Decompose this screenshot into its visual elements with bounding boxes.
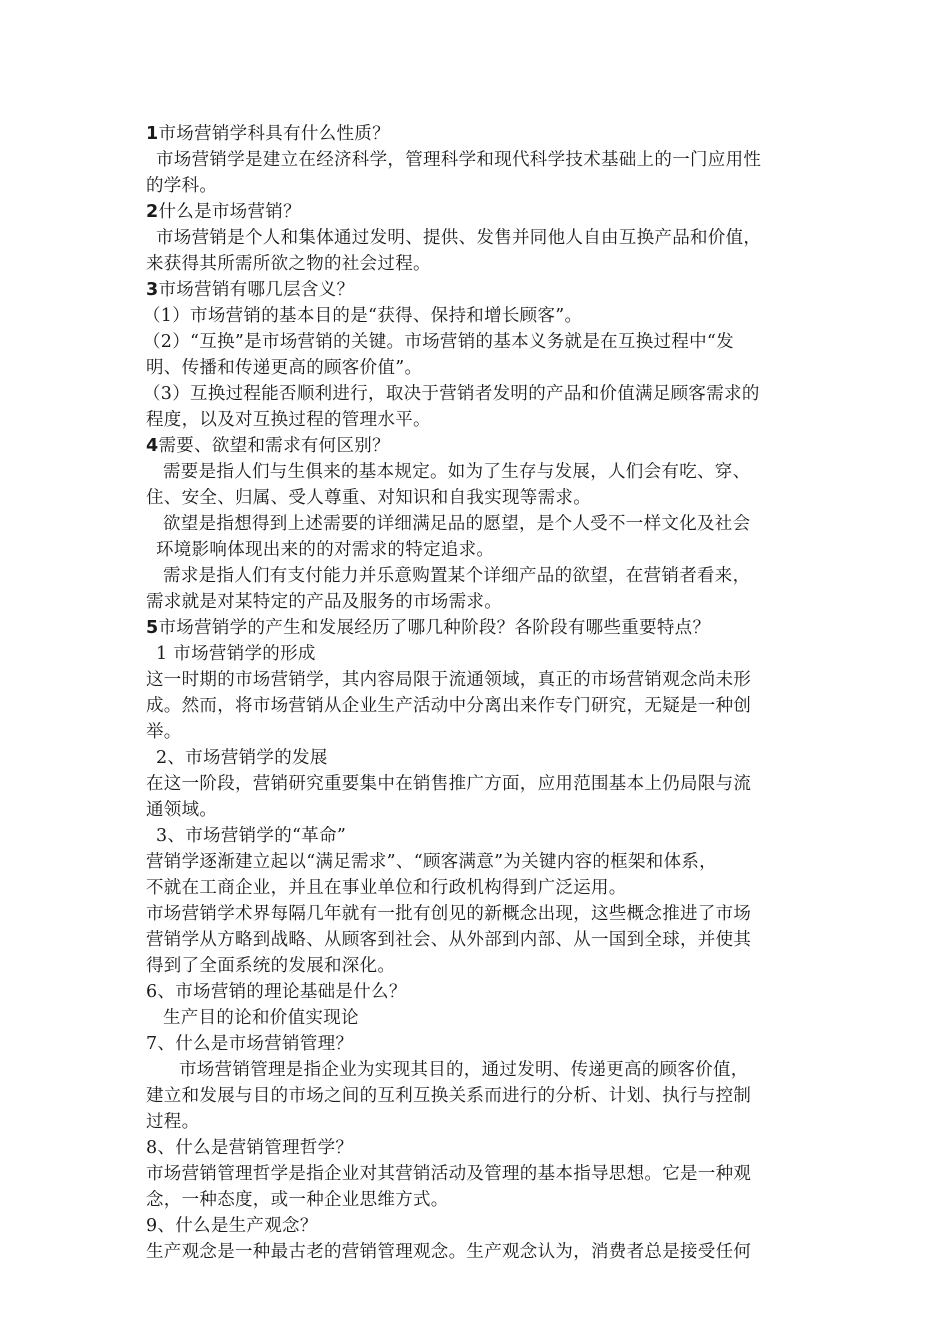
question-number: 2 bbox=[146, 202, 159, 222]
text-line: 通领域。 bbox=[146, 800, 218, 820]
text-line: （2）“互换”是市场营销的关键。市场营销的基本义务就是在互换过程中“发 bbox=[143, 332, 734, 352]
text-line: 3、市场营销学的“革命” bbox=[156, 826, 347, 846]
text-line: 2、市场营销学的发展 bbox=[156, 748, 328, 768]
text-line: 在这一阶段，营销研究重要集中在销售推广方面，应用范围基本上仍局限与流 bbox=[146, 774, 752, 794]
document-page bbox=[143, 121, 810, 1265]
question-number: 3 bbox=[146, 280, 159, 300]
text-line: （1）市场营销的基本目的是“获得、保持和增长顾客”。 bbox=[143, 306, 583, 326]
text-line: 营销学逐渐建立起以“满足需求”、“顾客满意”为关键内容的框架和体系， bbox=[146, 852, 717, 872]
question-text: 需要、欲望和需求有何区别？ bbox=[158, 436, 390, 456]
text-line: 生产观念是一种最古老的营销管理观念。生产观念认为，消费者总是接受任何 bbox=[146, 1242, 752, 1262]
text-line: 住、安全、归属、受人尊重、对知识和自我实现等需求。 bbox=[146, 488, 591, 508]
text-line: 生产目的论和价值实现论 bbox=[163, 1008, 359, 1028]
question-heading bbox=[146, 199, 810, 225]
question-number: 5 bbox=[146, 618, 159, 638]
question-heading bbox=[146, 433, 810, 459]
text-line: 市场营销是个人和集体通过发明、提供、发售并同他人自由互换产品和价值， bbox=[156, 228, 762, 248]
text-line: 市场营销学术界每隔几年就有一批有创见的新概念出现，这些概念推进了市场 bbox=[146, 904, 752, 924]
text-line: 来获得其所需所欲之物的社会过程。 bbox=[146, 254, 431, 274]
question-number: 1 bbox=[146, 124, 159, 144]
text-line: 建立和发展与目的市场之间的互利互换关系而进行的分析、计划、执行与控制 bbox=[146, 1086, 752, 1106]
text-line: 需要是指人们与生俱来的基本规定。如为了生存与发展，人们会有吃、穿、 bbox=[163, 462, 751, 482]
text-line: （3）互换过程能否顺利进行，取决于营销者发明的产品和价值满足顾客需求的 bbox=[143, 384, 760, 404]
text-line: 市场营销管理是指企业为实现其目的，通过发明、传递更高的顾客价值， bbox=[179, 1060, 749, 1080]
text-line: 过程。 bbox=[146, 1112, 200, 1132]
text-line: 得到了全面系统的发展和深化。 bbox=[146, 956, 396, 976]
question-text: 什么是市场营销？ bbox=[158, 202, 301, 222]
question-number: 4 bbox=[146, 436, 159, 456]
question-text: 市场营销学科具有什么性质？ bbox=[158, 124, 390, 144]
text-line: 1 市场营销学的形成 bbox=[156, 644, 316, 664]
text-line: 这一时期的市场营销学，其内容局限于流通领域，真正的市场营销观念尚未形 bbox=[146, 670, 752, 690]
question-heading bbox=[146, 121, 810, 147]
text-line: 举。 bbox=[146, 722, 182, 742]
text-line: 的学科。 bbox=[146, 176, 218, 196]
question-text: 市场营销有哪几层含义？ bbox=[158, 280, 355, 300]
text-line: 不就在工商企业，并且在事业单位和行政机构得到广泛运用。 bbox=[146, 878, 627, 898]
text-line: 程度，以及对互换过程的管理水平。 bbox=[146, 410, 431, 430]
text-line: 欲望是指想得到上述需要的详细满足品的愿望，是个人受不一样文化及社会 bbox=[163, 514, 751, 534]
text-line: 营销学从方略到战略、从顾客到社会、从外部到内部、从一国到全球，并使其 bbox=[146, 930, 752, 950]
text-line: 7、什么是市场营销管理？ bbox=[146, 1034, 354, 1054]
text-line: 环境影响体现出来的的对需求的特定追求。 bbox=[156, 540, 495, 560]
text-line: 6、市场营销的理论基础是什么？ bbox=[146, 982, 407, 1002]
text-line: 9、什么是生产观念？ bbox=[146, 1216, 318, 1236]
text-line: 需求就是对某特定的产品及服务的市场需求。 bbox=[146, 592, 502, 612]
text-line: 需求是指人们有支付能力并乐意购置某个详细产品的欲望，在营销者看来， bbox=[163, 566, 751, 586]
question-heading bbox=[146, 615, 810, 641]
text-line: 市场营销学是建立在经济科学，管理科学和现代科学技术基础上的一门应用性 bbox=[156, 150, 762, 170]
text-line: 市场营销管理哲学是指企业对其营销活动及管理的基本指导思想。它是一种观 bbox=[146, 1164, 752, 1184]
text-line: 8、什么是营销管理哲学？ bbox=[146, 1138, 354, 1158]
question-text: 市场营销学的产生和发展经历了哪几种阶段？各阶段有哪些重要特点？ bbox=[158, 618, 711, 638]
text-line: 明、传播和传递更高的顾客价值”。 bbox=[146, 358, 423, 378]
text-line: 成。然而，将市场营销从企业生产活动中分离出来作专门研究，无疑是一种创 bbox=[146, 696, 752, 716]
text-line: 念，一种态度，或一种企业思维方式。 bbox=[146, 1190, 449, 1210]
question-heading bbox=[146, 277, 810, 303]
